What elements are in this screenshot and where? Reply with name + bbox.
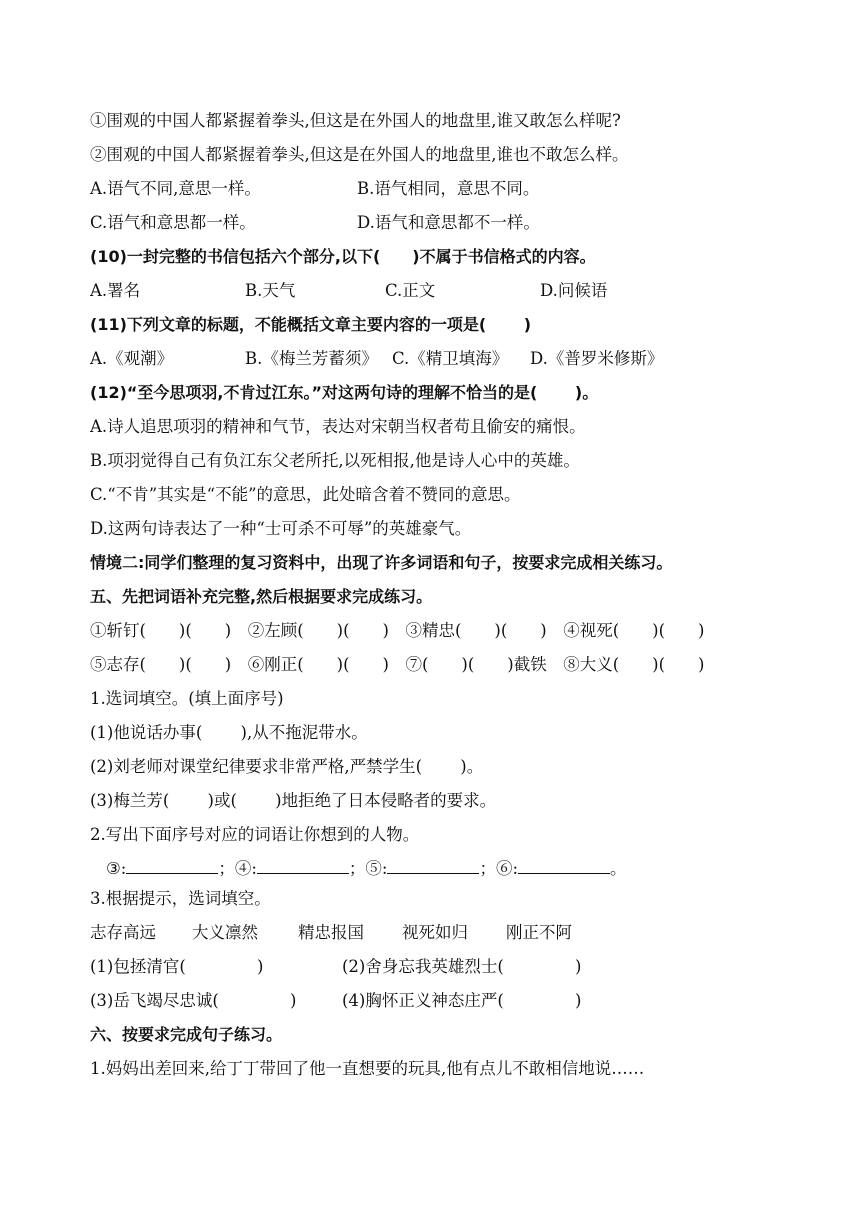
q9-sentence-1: ①围观的中国人都紧握着拳头,但这是在外国人的地盘里,谁又敢怎么样呢? (90, 111, 621, 130)
q9-option-c: C.语气和意思都一样。 (90, 213, 256, 232)
q10-option-a: A.署名 (90, 281, 141, 300)
section-6-heading: 六、按要求完成句子练习。 (90, 1025, 283, 1044)
q12-option-d: D.这两句诗表达了一种“士可杀不可辱”的英雄豪气。 (90, 519, 472, 538)
idiom-row-1: ①斩钉( )( ) ②左顾( )( ) ③精忠( )( ) ④视死( )( ) (90, 621, 705, 640)
word-bank-item: 志存高远 (90, 923, 156, 942)
q12-stem: (12)“至今思项羽,不肯过江东。”对这两句诗的理解不恰当的是( )。 (90, 383, 599, 402)
task-2-answer-line (106, 858, 627, 880)
task-3-title: 3.根据提示，选词填空。 (90, 889, 271, 908)
task-3-item-1: (1)包拯清官( ) (90, 957, 264, 976)
q10-stem: (10)一封完整的书信包括六个部分,以下( )不属于书信格式的内容。 (90, 247, 596, 266)
q11-option-c: C.《精卫填海》 (392, 349, 509, 368)
q9-option-a: A.语气不同,意思一样。 (90, 179, 261, 198)
label-6: ；⑥: (479, 859, 519, 878)
task-1-item-2: (2)刘老师对课堂纪律要求非常严格,严禁学生( )。 (90, 757, 484, 776)
q10-option-c: C.正文 (385, 281, 436, 300)
task-1-item-1: (1)他说话办事( ),从不拖泥带水。 (90, 723, 368, 742)
word-bank-item: 视死如归 (402, 923, 468, 942)
q10-option-b: B.天气 (245, 281, 296, 300)
word-bank-item: 大义凛然 (192, 923, 258, 942)
task-1-title: 1.选词填空。(填上面序号) (90, 689, 284, 708)
task-3-item-2: (2)舍身忘我英雄烈士( ) (342, 957, 582, 976)
q12-option-c: C.“不肯”其实是“不能”的意思，此处暗含着不赞同的意思。 (90, 485, 521, 504)
answer-blank-3[interactable] (126, 859, 218, 874)
q11-option-d: D.《普罗米修斯》 (530, 349, 664, 368)
answer-blank-4[interactable] (257, 859, 349, 874)
task-1-item-3: (3)梅兰芳( )或( )地拒绝了日本侵略者的要求。 (90, 791, 497, 810)
end-mark: 。 (610, 859, 627, 878)
answer-blank-5[interactable] (387, 859, 479, 874)
answer-blank-6[interactable] (518, 859, 610, 874)
word-bank-item: 刚正不阿 (506, 923, 572, 942)
q11-option-a: A.《观潮》 (90, 349, 174, 368)
idiom-row-2: ⑤志存( )( ) ⑥刚正( )( ) ⑦( )( )截铁 ⑧大义( )( ) (90, 655, 705, 674)
task-3-item-4: (4)胸怀正义神态庄严( ) (342, 991, 582, 1010)
q10-option-d: D.问候语 (540, 281, 608, 300)
q12-option-b: B.项羽觉得自己有负江东父老所托,以死相报,他是诗人心中的英雄。 (90, 451, 580, 470)
q11-stem: (11)下列文章的标题，不能概括文章主要内容的一项是( ) (90, 315, 532, 334)
q9-option-b: B.语气相同，意思不同。 (357, 179, 540, 198)
label-3: ③: (106, 859, 127, 878)
label-4: ；④: (218, 859, 257, 878)
q9-sentence-2: ②围观的中国人都紧握着拳头,但这是在外国人的地盘里,谁也不敢怎么样。 (90, 145, 629, 164)
q12-option-a: A.诗人追思项羽的精神和气节，表达对宋朝当权者苟且偷安的痛恨。 (90, 417, 586, 436)
section-5-heading: 五、先把词语补充完整,然后根据要求完成练习。 (90, 587, 433, 606)
section-6-item-1: 1.妈妈出差回来,给丁丁带回了他一直想要的玩具,他有点儿不敢相信地说…… (90, 1059, 645, 1078)
task-3-item-3: (3)岳飞竭尽忠诚( ) (90, 991, 297, 1010)
q11-option-b: B.《梅兰芳蓄须》 (245, 349, 378, 368)
scenario-2-heading: 情境二:同学们整理的复习资料中，出现了许多词语和句子，按要求完成相关练习。 (90, 553, 673, 572)
label-5: ；⑤: (348, 859, 388, 878)
word-bank-item: 精忠报国 (298, 923, 364, 942)
q9-option-d: D.语气和意思都不一样。 (357, 213, 540, 232)
task-2-title: 2.写出下面序号对应的词语让你想到的人物。 (90, 825, 420, 844)
